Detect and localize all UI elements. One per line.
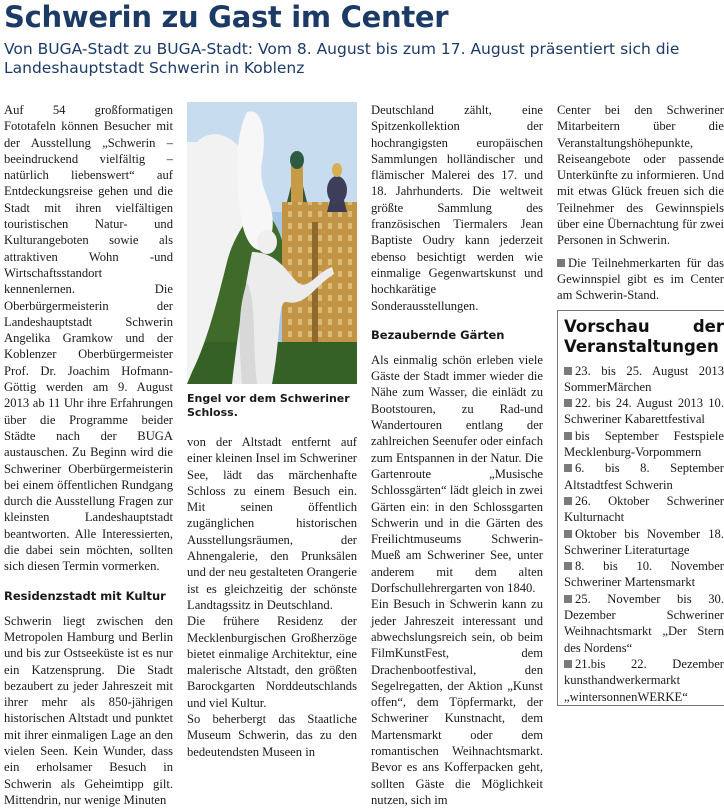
square-bullet-icon <box>564 660 572 668</box>
event-item <box>564 493 724 526</box>
event-text: 23. bis 25. August 2013 SommerMärchen <box>564 363 724 394</box>
intro-paragraph: Auf 54 großformatigen Fototafeln können Besucher mit der Ausstellung „Schwerin – beeindruckend vielfältig – natürlich liebenswert“ auf Entdeckungsreise gehen und die Stadt mit ihren vielfältigen touristischen Natur- und Kulturangeboten sowie als attraktiven Wohn -und Wirtschaftsstandort kennenlernen. Die Oberbürgermeisterin der Landeshauptstadt Schwerin Angelika Gramkow und der Koblenzer Oberbürgermeister Prof. Dr. Joachim Hofmann-Göttig werden am 9. August 2013 ab 11 Uhr ihre Erfahrungen über die Programme beider Städte nach der BUGA austauschen. Zu Beginn wird die Schweriner Oberbürgermeisterin bei einem öffentlichen Rundgang durch die Ausstellung Fragen zur kleinsten Landeshauptstadt beantworten. Alle Interessierten, die dabei sein möchten, sollten sich diesen Termin vormerken. <box>4 103 173 574</box>
paragraph: Ein Besuch in Schwerin kann zu jeder Jahreszeit interessant und abwechslungsreich sein, ob beim FilmKunstFest, dem Drachenbootfestival, den Segelregatten, der Aktion „Kunst offen“, dem Töpfermarkt, der Schweriner Kunstnacht, dem Martensmarkt oder dem romantischen Weihnachtsmarkt. Bevor es ans Kofferpacken geht, sollten Gäste die Möglichkeit nutzen, sich im <box>371 597 543 807</box>
paragraph: So beherbergt das Staatliche Museum Schwerin, das zu den bedeutendsten Museen in <box>187 712 357 759</box>
paragraph-text: Die Teilnehmerkarten für das Gewinnspiel gibt es im Center am Schwerin-Stand. <box>557 255 724 303</box>
square-bullet-icon <box>564 497 572 505</box>
paragraph: Als einmalig schön erleben viele Gäste der Stadt immer wieder die Nähe zum Wasser, die einlädt zu Bootstouren, zu Rad-und Wandertouren entlang der zahlreichen Seenufer oder einfach zum Entspannen in der Natur. Die Gartenroute „Musische Schlossgärten“ lädt gleich in zwei Gärten ein: in den Schlossgarten Schwerin und in die Gärten des Freilichtmuseums Schwerin-Mueß am Schweriner See, unter anderem mit dem alten Dorfschullehrergarten von 1840. <box>371 352 543 596</box>
event-item <box>564 395 724 428</box>
events-preview-box <box>557 310 724 706</box>
square-bullet-icon <box>564 562 572 570</box>
headline: Schwerin zu Gast im Center <box>4 0 449 34</box>
column-4 <box>557 102 724 706</box>
paragraph: Deutschland zählt, eine Spitzenkollektion der hochrangigsten europäischen Sammlungen holländischer und flämischer Malerei des 17. und 18. Jahrhunderts. Die weltweit größte Sammlung des französischen Tiermalers Jean Baptiste Oudry kann jederzeit ebenso besichtigt werden wie einmalige Gegenwartskunst und hochkarätige Sonderausstellungen. <box>371 103 543 313</box>
square-bullet-icon <box>564 367 572 375</box>
paragraph: Die frühere Residenz der Mecklenburgischen Großherzöge bietet einmalige Architektur, eine malerische Altstadt, den größten Barockgarten Norddeutschlands und viel Kultur. <box>187 614 357 710</box>
bullet-paragraph <box>557 255 724 304</box>
section-heading-gaerten: Bezaubernde Gärten <box>371 327 505 342</box>
event-item <box>564 591 724 656</box>
angel-castle-photo <box>187 102 357 384</box>
event-text: 6. bis 8. September Altstadtfest Schwerin <box>564 461 724 492</box>
square-bullet-icon <box>564 530 572 538</box>
paragraph: von der Altstadt entfernt auf einer kleinen Insel im Schweriner See, lädt das märchenhafte Schloss zu einem Besuch ein. Mit seinen öffentlich zugänglichen historischen Ausstellungsräumen, der Ahnengalerie, den Prunksälen und der neu gestalteten Orangerie ist es gleichzeitig der schönste Landtagssitz in Deutschland. <box>187 435 357 612</box>
events-box-title: Vorschau der Veranstaltungen <box>564 316 724 356</box>
event-item <box>564 363 724 396</box>
square-bullet-icon <box>557 259 565 267</box>
square-bullet-icon <box>564 464 572 472</box>
column-2 <box>187 102 357 760</box>
column-1 <box>4 102 173 808</box>
paragraph: Center bei den Schweriner Mitarbeitern über die Veranstaltungshöhepunkte, Reiseangebote oder passende Unterkünfte zu informieren. Und mit etwas Glück freuen sich die Teilnehmer des Gewinnspiels über eine Übernachtung für zwei Personen in Schwerin. <box>557 103 724 248</box>
event-item <box>564 428 724 461</box>
event-text: 25. November bis 30. Dezember Schweriner Weihnachtsmarkt „Der Stern des Nordens“ <box>564 591 724 655</box>
event-text: 8. bis 10. November Schweriner Martensmarkt <box>564 559 724 590</box>
paragraph: Schwerin liegt zwischen den Metropolen Hamburg und Berlin und bis zur Ostseeküste ist es nur ein Katzensprung. Die Stadt bezaubert zu jeder Jahreszeit mit ihrer mehr als 850-jährigen historischen Altstadt und punktet mit ihrer einmaligen Lage an den vielen Seen. Kein Wunder, dass ein erholsamer Besuch in Schwerin als Geheimtipp gilt. Mittendrin, nur wenige Minuten <box>4 613 173 807</box>
event-text: 21.bis 22. Dezember kunsthandwerkermarkt „wintersonnenWERKE“ <box>564 656 724 704</box>
event-item <box>564 558 724 591</box>
event-item <box>564 656 724 705</box>
section-heading-residenzstadt: Residenzstadt mit Kultur <box>4 588 166 603</box>
subheadline: Von BUGA-Stadt zu BUGA-Stadt: Vom 8. August bis zum 17. August präsentiert sich die Landeshauptstadt Schwerin in Koblenz <box>4 40 680 77</box>
event-text: 22. bis 24. August 2013 10. Schweriner Kabarettfestival <box>564 396 724 427</box>
column-3 <box>371 102 543 808</box>
event-item <box>564 526 724 559</box>
event-text: 26. Oktober Schweriner Kulturnacht <box>564 493 724 525</box>
photo-caption: Engel vor dem Schweriner Schloss. <box>187 392 350 419</box>
event-text: Oktober bis November 18. Schweriner Literaturtage <box>564 526 724 557</box>
square-bullet-icon <box>564 399 572 407</box>
square-bullet-icon <box>564 595 572 603</box>
event-item <box>564 460 724 493</box>
square-bullet-icon <box>564 432 572 440</box>
event-text: bis September Festspiele Mecklenburg-Vorpommern <box>564 428 724 460</box>
